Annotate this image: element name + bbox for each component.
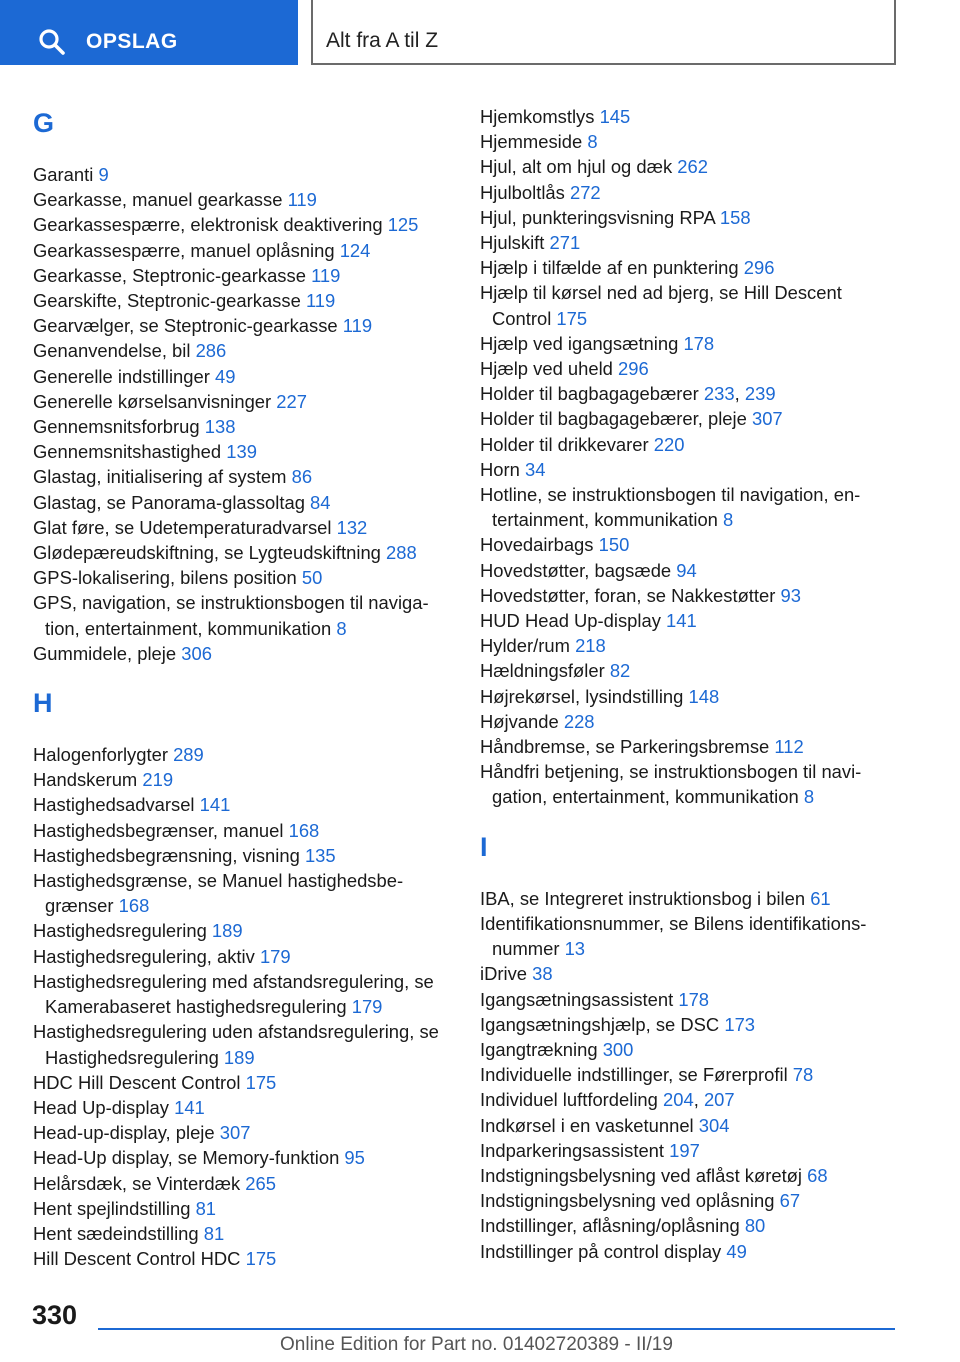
index-entry [480,961,900,986]
index-entry [33,818,453,843]
index-entry-text: Hent sædeindstilling [33,1222,199,1244]
index-section [33,686,453,1271]
index-entry [480,1138,900,1163]
index-entry-text: Head Up-display [33,1096,169,1118]
index-entry-text: Holder til bagbagagebærer [480,383,699,405]
index-entry [480,432,900,457]
section-title-tab[interactable] [311,0,896,65]
page-reference-link[interactable]: 132 [336,516,368,538]
index-entry [480,558,900,583]
index-entry [33,540,453,565]
page-reference-link[interactable]: 125 [387,214,419,236]
footer-divider [98,1328,895,1330]
page-reference-link[interactable]: 95 [344,1147,365,1169]
page-reference-link[interactable]: 13 [564,938,586,960]
page-reference-link[interactable]: 49 [726,1240,747,1262]
index-entry [33,1246,453,1271]
index-entry [480,230,900,255]
index-entry [480,1239,900,1264]
index-entry [480,406,900,431]
index-entry [33,944,453,969]
index-entry [480,684,900,709]
index-entry [480,154,900,179]
page-reference-link[interactable]: 138 [204,416,236,438]
index-entry-text: Hastighedsadvarsel [33,794,195,816]
index-entry [480,205,900,230]
index-entry [33,439,453,464]
page-reference-link[interactable]: 218 [575,635,606,657]
page-reference-link[interactable]: 81 [203,1222,225,1244]
index-entry-text: Individuelle indstillinger, se Førerprofil [480,1064,788,1086]
page-reference-link[interactable]: 228 [563,710,595,732]
index-entry [33,263,453,288]
index-entry [480,709,900,734]
index-entry-text: Hovedstøtter, foran, se Nakkestøtter [480,584,776,606]
index-entry [33,1145,453,1170]
index-entry [480,356,900,381]
index-entry [33,1019,453,1069]
page-reference-link[interactable]: 207 [703,1089,735,1111]
search-icon [38,28,66,56]
index-entry [480,886,900,911]
page-reference-link[interactable]: 189 [211,920,243,942]
index-entry [480,1113,900,1138]
index-entry [480,734,900,759]
index-entry-text: Garanti [33,164,94,185]
index-entry-text: Hjulskift [480,232,545,254]
page-reference-link[interactable]: 86 [291,466,313,488]
page-reference-link[interactable]: 288 [386,542,417,564]
index-entry [480,1012,900,1037]
page-reference-link[interactable]: 296 [618,358,649,380]
page-reference-link[interactable]: 300 [602,1038,634,1060]
index-entry-text: Hjælp ved igangsætning [480,332,679,354]
index-entry [480,280,900,330]
index-entry [33,238,453,263]
index-entry-text: Hjulboltlås [480,181,565,203]
index-entry-text: Indparkeringsassistent [480,1139,665,1161]
index-entry-text: Glastag, se Panorama-glassoltag [33,491,305,513]
page-reference-link[interactable]: 8 [723,509,734,531]
page-reference-link[interactable]: 145 [599,106,631,127]
index-entry [33,792,453,817]
page-reference-link[interactable]: 8 [336,617,347,639]
index-entry [480,104,900,129]
page-reference-link[interactable]: 175 [556,307,588,329]
index-entry [480,911,900,961]
index-section [33,106,453,666]
index-entry-text: Hjælp ved uheld [480,358,613,380]
page-reference-link[interactable]: 178 [678,988,710,1010]
index-entry-text: Hotline, se instruktionsbogen til navigation, en‐tertainment, kommunikation [480,484,861,531]
page-reference-link[interactable]: 296 [743,257,775,279]
page-reference-link[interactable]: 197 [669,1139,700,1161]
page-reference-link[interactable]: 272 [569,181,601,203]
page-reference-link[interactable]: 119 [287,189,317,211]
page-reference-link[interactable]: 307 [751,408,783,430]
page-reference-link[interactable]: 265 [245,1172,276,1194]
index-entry-text: Head-up-display, pleje [33,1122,215,1144]
index-entry [480,658,900,683]
page-reference-link[interactable]: 158 [719,206,751,228]
index-entry-text: Generelle kørselsanvisninger [33,390,272,412]
index-entry [33,767,453,792]
index-entry-text: GPS, navigation, se instruktionsbogen til naviga‐tion, entertainment, kommunikation [33,592,429,639]
page-reference-link[interactable]: 219 [142,769,174,791]
page-reference-link[interactable]: 189 [223,1046,255,1068]
index-entry-text: Hastighedsregulering uden afstandsregulering, se Hastighedsregulering [33,1021,439,1068]
index-entry-text: Hjul, alt om hjul og dæk [480,156,673,178]
index-entry-text: Identifikationsnummer, se Bilens identifikations‐nummer [480,912,867,960]
index-entry [480,482,900,532]
page-reference-link[interactable]: 204 [663,1089,694,1111]
page-reference-link[interactable]: 8 [587,131,598,153]
index-entry-text: Head-Up display, se Memory-funktion [33,1147,340,1169]
page-reference-link[interactable]: 289 [173,744,204,766]
index-entry-text: Hastighedsbegrænsning, visning [33,844,300,866]
search-tab-label: OPSLAG [86,30,178,53]
page-reference-link[interactable]: 38 [532,963,553,985]
page-reference-link[interactable]: 81 [195,1197,217,1219]
page-reference-link[interactable]: 119 [305,290,336,312]
section-letter-heading: G [33,108,55,138]
index-entry-text: Holder til bagbagagebærer, pleje [480,408,747,430]
index-entry [33,515,453,540]
index-entry-text: Helårsdæk, se Vinterdæk [33,1172,241,1194]
index-entry [480,331,900,356]
index-entry-text: Igangtrækning [480,1038,598,1060]
index-entry-text: Hastighedsgrænse, se Manuel hastighedsbe‐grænser [33,870,404,917]
page-reference-link[interactable]: 150 [598,534,630,556]
page-reference-link[interactable]: 9 [98,164,109,185]
index-entry-text: Gearkassespærre, elektronisk deaktivering [33,214,383,236]
page-reference-link[interactable]: 173 [724,1013,756,1035]
index-entry-text: Glat føre, se Udetemperaturadvarsel [33,516,332,538]
index-entry [33,187,453,212]
index-entry-text: Gennemsnitsforbrug [33,416,200,438]
page-reference-link[interactable]: 82 [609,660,631,682]
index-entry [33,969,453,1019]
page-reference-link[interactable]: 141 [174,1096,205,1118]
page-reference-link[interactable]: 286 [195,340,227,362]
index-entry [480,1188,900,1213]
index-entry-text: Gearvælger, se Steptronic-gearkasse [33,315,338,337]
index-entry-text: Højrekørsel, lysindstilling [480,685,684,707]
page-reference-link[interactable]: 227 [276,390,307,412]
index-entry [480,759,900,809]
index-entry [33,1070,453,1095]
index-entry: Holder til bagbagagebærer 233, 239 [480,383,776,405]
page-reference-link[interactable]: 148 [688,685,720,707]
index-entry [33,868,453,918]
page-reference-link[interactable]: 135 [304,844,336,866]
index-entry [33,843,453,868]
index-entry [480,1213,900,1238]
index-entry-text: Hill Descent Control HDC [33,1248,241,1270]
index-entry-text: Hastighedsregulering [33,920,207,942]
index-entry [480,987,900,1012]
index-entry [33,918,453,943]
page-reference-link[interactable]: 78 [792,1064,814,1086]
index-entry [480,1163,900,1188]
index-entry [33,490,453,515]
page-reference-link[interactable]: 168 [288,819,320,841]
index-entry-text: Håndfri betjening, se instruktionsbogen til navi‐gation, entertainment, kommunikation [480,761,862,808]
index-entry-text: Hastighedsbegrænser, manuel [33,819,284,841]
index-entry [480,180,900,205]
index-entry-text: HUD Head Up-display [480,610,661,632]
index-entry [33,464,453,489]
index-entry-text: Hovedstøtter, bagsæde [480,559,672,581]
section-title: Alt fra A til Z [326,29,439,52]
index-entry-text: Individuel luftfordeling [480,1089,658,1111]
page-reference-link[interactable]: 141 [199,794,231,816]
index-entry-text: Halogenforlygter [33,744,168,766]
index-entry [33,338,453,363]
index-entry-text: Genanvendelse, bil [33,340,191,362]
index-entry-text: Indstillinger, aflåsning/oplåsning [480,1215,740,1237]
index-entry-text: Indkørsel i en vasketunnel [480,1114,694,1136]
page-reference-link[interactable]: 168 [118,895,150,917]
page-reference-link[interactable]: 233 [703,383,735,405]
index-entry-text: Hastighedsregulering, aktiv [33,945,255,967]
page-number: 330 [32,1300,78,1330]
index-section [480,104,900,810]
index-entry-text: Højvande [480,710,559,732]
index-entry-text: GPS-lokalisering, bilens position [33,567,297,589]
page-reference-link[interactable]: 119 [311,264,341,286]
page-reference-link[interactable]: 239 [744,383,776,405]
page-reference-link[interactable]: 175 [245,1071,277,1093]
index-entry-text: Hovedairbags [480,534,594,556]
index-entry [33,641,453,666]
index-entry-text: IBA, se Integreret instruktionsbog i bilen [480,887,806,909]
index-entry [33,742,453,767]
index-entry [480,583,900,608]
index-entry-text: Glødepæreudskiftning, se Lygteudskiftning [33,542,381,564]
index-entry-text: Hældningsføler [480,660,605,682]
section-letter-heading: H [33,688,53,719]
index-entry-text: Indstigningsbelysning ved aflåst køretøj [480,1164,802,1186]
page-reference-link[interactable]: 34 [525,458,546,480]
page-reference-link[interactable]: 175 [245,1248,277,1270]
page-reference-link[interactable]: 67 [779,1190,801,1212]
page-reference-link[interactable]: 84 [310,491,331,513]
page-reference-link[interactable]: 50 [301,567,323,589]
index-entry [33,1171,453,1196]
index-entry-text: Gummidele, pleje [33,642,177,664]
index-entry [33,288,453,313]
index-entry-text: Igangsætningshjælp, se DSC [480,1013,720,1035]
index-entry-text: Indstigningsbelysning ved oplåsning [480,1190,775,1212]
index-entry [33,313,453,338]
page-reference-link[interactable]: 68 [807,1164,828,1186]
index-entry-text: Hjælp til kørsel ned ad bjerg, se Hill Descent Control [480,282,842,329]
page-reference-link[interactable]: 80 [744,1215,766,1237]
top-navigation-bar [0,0,960,66]
index-entry-text: HDC Hill Descent Control [33,1071,241,1093]
index-entry-text: Hjemmeside [480,131,583,153]
index-entry [33,364,453,389]
index-entry-text: Gearkasse, Steptronic-gearkasse [33,264,306,286]
index-section [480,830,900,1264]
page-reference-link[interactable]: 304 [698,1114,730,1136]
index-entry-text: Gennemsnitshastighed [33,441,222,463]
page-reference-link[interactable]: 112 [774,736,804,758]
page-reference-link[interactable]: 178 [683,332,715,354]
index-entry [480,608,900,633]
page-reference-link[interactable]: 94 [676,559,697,581]
index-entry [480,633,900,658]
index-entry-text: Hastighedsregulering med afstandsregulering, se Kamerabaseret hastighedsregulering [33,970,434,1018]
index-entry [33,1196,453,1221]
page-reference-link[interactable]: 179 [259,945,291,967]
index-entry-text: Hent spejlindstilling [33,1197,191,1219]
index-entry [33,565,453,590]
index-entry-text: Hjul, punkteringsvisning RPA [480,206,715,228]
page-reference-link[interactable]: 49 [214,365,236,387]
page-reference-link[interactable]: 307 [219,1122,251,1144]
page-reference-link[interactable]: 271 [549,232,581,254]
page-reference-link[interactable]: 179 [351,996,383,1018]
index-entry [33,1221,453,1246]
index-entry-text: Holder til drikkevarer [480,433,649,455]
page-reference-link[interactable]: 61 [810,887,831,909]
index-entry [33,1120,453,1145]
index-column-left [33,104,453,1271]
index-entry: Individuel luftfordeling 204, 207 [480,1089,735,1111]
index-entry-text: Hylder/rum [480,635,570,657]
page-reference-link[interactable]: 119 [342,315,373,337]
index-entry-text: Hjælp i tilfælde af en punktering [480,257,739,279]
index-entry-text: iDrive [480,963,528,985]
page-reference-link[interactable]: 306 [181,642,212,664]
index-entry [480,457,900,482]
index-entry-text: Horn [480,458,520,480]
index-entry [33,162,453,187]
index-entry [33,389,453,414]
index-entry-text: Hjemkomstlys [480,106,595,127]
section-letter-heading: I [480,831,488,862]
index-entry [480,129,900,154]
page-reference-link[interactable]: 124 [339,239,371,261]
page-reference-link[interactable]: 141 [666,610,697,632]
index-entry [480,1037,900,1062]
index-entry [480,255,900,280]
index-entry [33,590,453,640]
page-reference-link[interactable]: 139 [226,441,257,463]
index-entry-text: Gearskifte, Steptronic-gearkasse [33,290,301,312]
index-entry [33,212,453,237]
index-entry [33,1095,453,1120]
index-entry-text: Gearkasse, manuel gearkasse [33,189,283,211]
index-entry-text: Igangsætningsassistent [480,988,674,1010]
page-reference-link[interactable]: 220 [653,433,685,455]
index-entry [480,1062,900,1087]
index-entry-text: Generelle indstillinger [33,365,210,387]
page-reference-link[interactable]: 8 [803,786,815,808]
index-entry [480,532,900,557]
index-entry-text: Gearkassespærre, manuel oplåsning [33,239,335,261]
search-tab[interactable] [0,0,298,65]
index-entry-text: Håndbremse, se Parkeringsbremse [480,736,770,758]
index-column-right [480,104,900,1264]
edition-info: Online Edition for Part no. 01402720389 - II/19 [280,1334,673,1355]
page-reference-link[interactable]: 262 [677,156,708,178]
index-entry-text: Indstillinger på control display [480,1240,722,1262]
page-reference-link[interactable]: 93 [780,584,801,606]
index-entry-text: Handskerum [33,769,138,791]
index-entry [33,414,453,439]
index-entry-text: Glastag, initialisering af system [33,466,287,488]
